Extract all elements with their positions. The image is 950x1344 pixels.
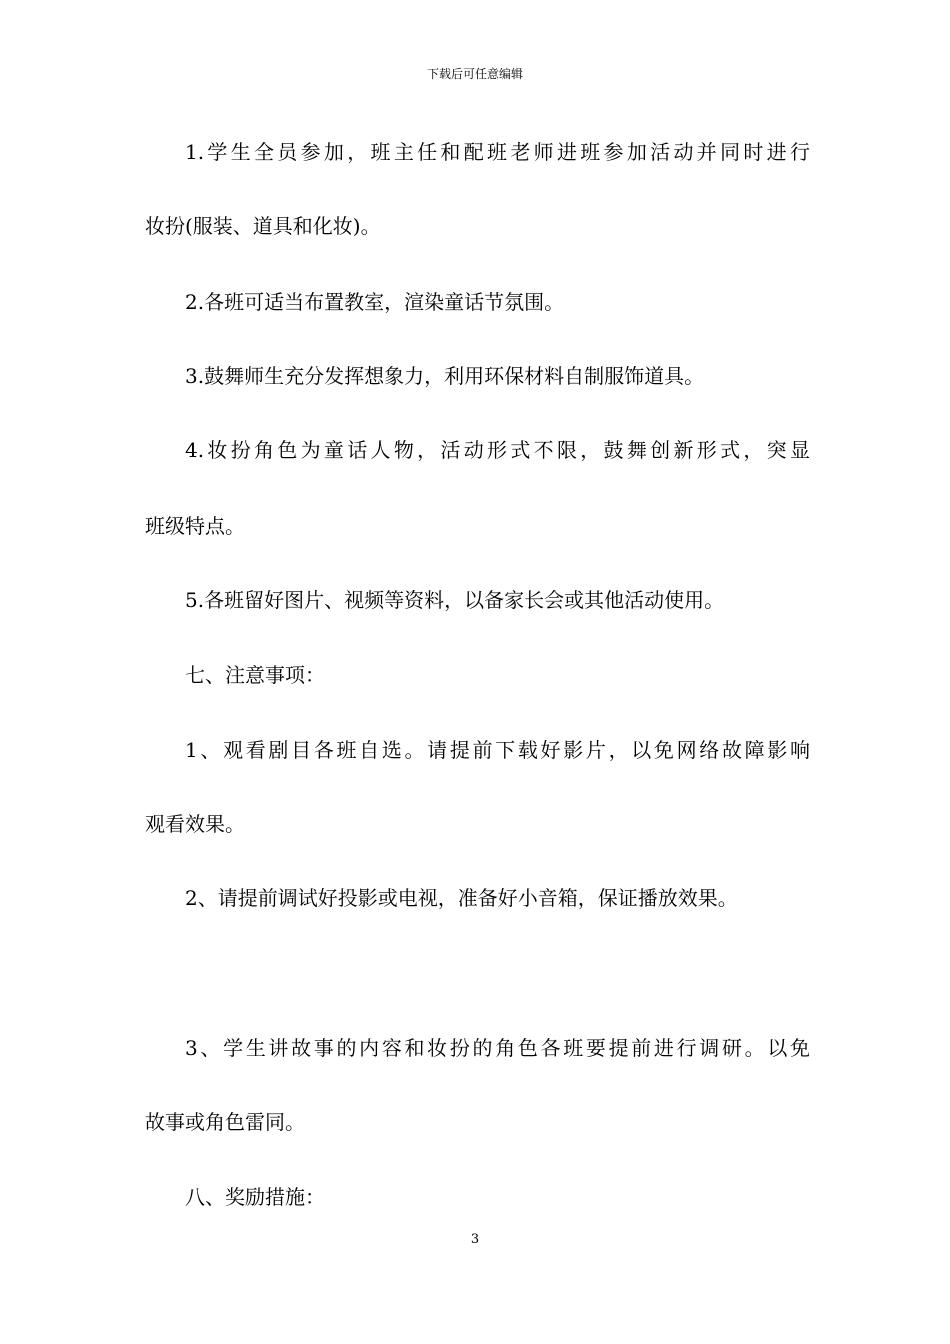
- paragraph-line: 2、请提前调试好投影或电视，准备好小音箱，保证播放效果。: [185, 886, 738, 910]
- paragraph-line: 妆扮(服装、道具和化妆)。: [145, 214, 381, 238]
- paragraph-line: 1、观看剧目各班自选。请提前下载好影片，以免网络故障影响: [185, 738, 810, 762]
- paragraph-line: 3、学生讲故事的内容和妆扮的角色各班要提前进行调研。以免: [185, 1036, 810, 1060]
- paragraph-line: 1.学生全员参加，班主任和配班老师进班参加活动并同时进行: [185, 140, 810, 164]
- paragraph-line: 3.鼓舞师生充分发挥想象力，利用环保材料自制服饰道具。: [185, 364, 705, 388]
- paragraph-line: 观看效果。: [145, 812, 245, 836]
- paragraph-line: 故事或角色雷同。: [145, 1110, 305, 1134]
- paragraph-line: 2.各班可适当布置教室，渲染童话节氛围。: [185, 290, 565, 314]
- paragraph-line: 班级特点。: [145, 514, 245, 538]
- section-heading: 八、奖励措施：: [185, 1185, 325, 1209]
- section-heading: 七、注意事项：: [185, 663, 325, 687]
- paragraph-line: 4.妆扮角色为童话人物，活动形式不限，鼓舞创新形式，突显: [185, 438, 810, 462]
- page-header: 下载后可任意编辑: [426, 67, 523, 81]
- paragraph-line: 5.各班留好图片、视频等资料，以备家长会或其他活动使用。: [185, 588, 725, 612]
- page-number: 3: [470, 1232, 480, 1247]
